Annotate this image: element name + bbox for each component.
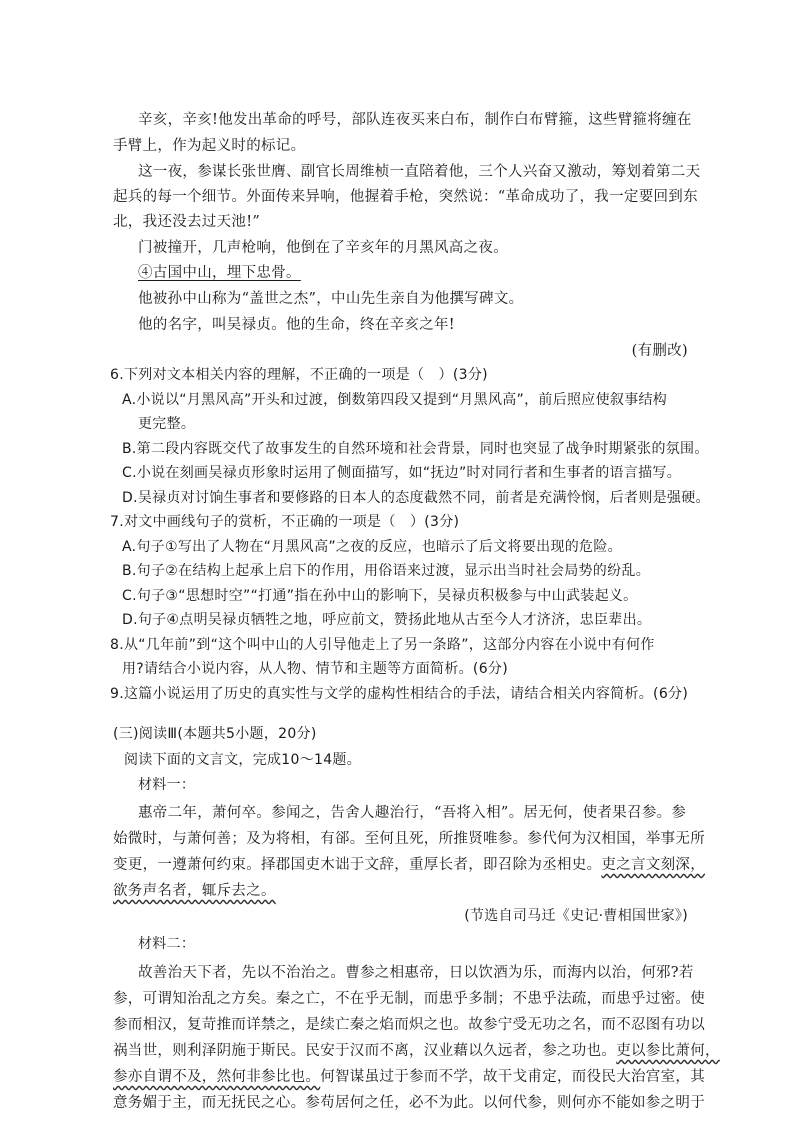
classical-text-line: 惠帝二年，萧何卒。参闻之，告舍人趣治行，“吾将入相”。居无何，使者果召参。参: [138, 805, 687, 821]
question-6-option-d: D.吴禄贞对讨饷生事者和要修路的日本人的态度截然不同，前者是充满怜悯，后者则是强硬。: [122, 490, 710, 506]
question-7-option-c: C.句子③“思想时空”“打通”指在孙中山的影响下，吴禄贞积极参与中山武装起义。: [122, 588, 638, 604]
classical-text-line: 参，可谓知治乱之方矣。秦之亡，不在乎无制，而患乎多制；不患乎法疏，而患乎过密。使: [113, 991, 705, 1007]
story-paragraph-line: 这一夜，参谋长张世膺、副官长周维桢一直陪着他，三个人兴奋又激动，筹划着第二天: [138, 164, 701, 180]
story-paragraph-line: 他被孙中山称为“盖世之杰”，中山先生亲自为他撰写碑文。: [138, 291, 524, 307]
story-paragraph-line: 辛亥，辛亥!他发出革命的呼号，部队连夜买来白布，制作白布臂箍，这些臂箍将缠在: [138, 112, 692, 128]
question-7-stem: 7.对文中画线句子的赏析，不正确的一项是（ ）(3分): [110, 514, 460, 530]
classical-text-line: 意务媚于主，而无抚民之心。参苟居何之任，必不为此。以何代参，则何亦不能如参之明于: [113, 1095, 705, 1111]
question-8-stem: 8.从“几年前”到“这个叫中山的人引导他走上了另一条路”，这部分内容在小说中有何作: [110, 637, 655, 653]
question-6-stem: 6.下列对文本相关内容的理解，不正确的一项是（ ）(3分): [110, 367, 488, 383]
material-2-label: 材料二：: [138, 936, 196, 952]
question-6-option-a-cont: 更完整。: [138, 416, 196, 432]
story-source-note: (有删改): [631, 343, 688, 359]
wavy-underlined-sentence: 吏之言文刻深，: [601, 857, 706, 873]
story-paragraph-line: 北，我还没去过天池!”: [113, 214, 261, 230]
classical-text-line: 始微时，与萧何善；及为将相，有郤。至何且死，所推贤唯参。参代何为汉相国，举事无所: [113, 831, 705, 847]
question-6-option-c: C.小说在刻画吴禄贞形象时运用了侧面描写，如“抚边”时对同行者和生事者的语言描写。: [122, 465, 682, 481]
classical-text-line: [113, 1041, 720, 1061]
classical-text-line: 参而相汉，复苛推而详禁之，是续亡秦之焰而炽之也。故参宁受无功之名，而不忍图有功以: [113, 1017, 705, 1033]
material-1-source: (节选自司马迁《史记·曹相国世家》): [464, 908, 688, 924]
question-6-option-b: B.第二段内容既交代了故事发生的自然环境和社会背景，同时也突显了战争时期紧张的氛围。: [122, 441, 709, 457]
wavy-underlined-sentence: 欲务声名者，辄斥去之。: [113, 883, 276, 899]
wavy-underlined-sentence: 参亦自谓不及，然何非参比也。: [113, 1069, 321, 1085]
question-7-option-d: D.句子④点明吴禄贞牺牲之地，呼应前文，赞扬此地从古至今人才济济，忠臣辈出。: [122, 612, 652, 628]
classical-text-segment: 祸当世，则利泽阴施于斯民。民安于汉而不离，汉业藉以久远者，参之功也。: [113, 1043, 617, 1059]
story-paragraph-line: 门被撞开，几声枪响，他倒在了辛亥年的月黑风高之夜。: [138, 240, 508, 256]
section-3-instruction: 阅读下面的文言文，完成10～14题。: [124, 752, 362, 768]
material-1-label: 材料一：: [138, 777, 196, 793]
classical-text-line: [113, 855, 705, 875]
classical-text-line: [113, 1067, 705, 1087]
underlined-sentence-4: ④古国中山，埋下忠骨。: [138, 265, 301, 281]
wavy-underlined-sentence: 吏以参比萧何，: [616, 1043, 720, 1059]
story-paragraph-line: 手臂上，作为起义时的标记。: [113, 138, 306, 154]
classical-text-line: 故善治天下者，先以不治治之。曹参之相惠帝，日以饮酒为乐，而海内以治，何邪?若: [138, 965, 694, 981]
story-paragraph-line: 他的名字，叫吴禄贞。他的生命，终在辛亥之年!: [138, 317, 455, 333]
question-7-option-a: A.句子①写出了人物在“月黑风高”之夜的反应，也暗示了后文将要出现的危险。: [122, 539, 622, 555]
story-paragraph-line: 起兵的每一个细节。外面传来异响，他握着手枪，突然说：“革命成功了，我一定要回到东: [113, 189, 698, 205]
question-7-option-b: B.句子②在结构上起承上启下的作用，用俗语来过渡，显示出当时社会局势的纷乱。: [122, 563, 651, 579]
section-3-title: (三)阅读Ⅲ(本题共5小题，20分): [113, 726, 317, 742]
question-8-stem-cont: 用?请结合小说内容，从人物、情节和主题等方面简析。(6分): [122, 661, 508, 677]
question-9-stem: 9.这篇小说运用了历史的真实性与文学的虚构性相结合的手法，请结合相关内容简析。(6分): [110, 686, 689, 702]
question-6-option-a: A.小说以“月黑风高”开头和过渡，倒数第四段又提到“月黑风高”，前后照应使叙事结构: [122, 392, 668, 408]
classical-text-segment: 何智谋虽过于参而不学，故干戈甫定，而役民大治宫室，其: [320, 1069, 706, 1085]
classical-text-segment: 变更，一遵萧何约束。择郡国吏木诎于文辞，重厚长者，即召除为丞相史。: [113, 857, 602, 873]
